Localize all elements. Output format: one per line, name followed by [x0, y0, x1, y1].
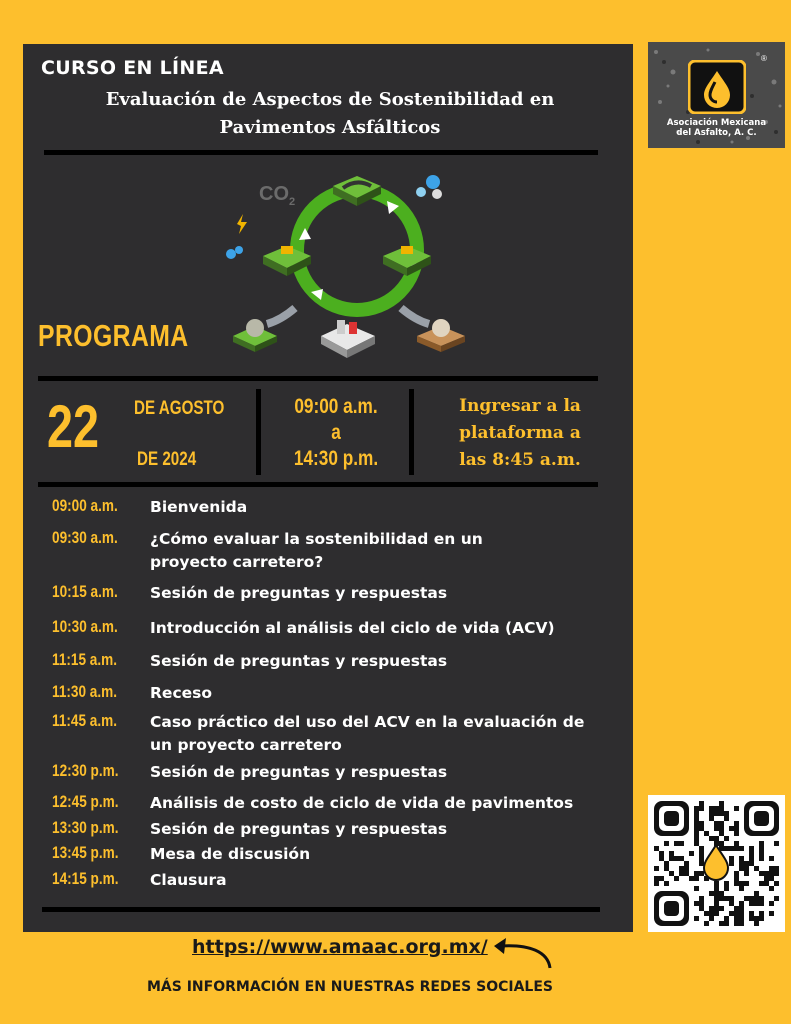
agenda-activity: Bienvenida — [150, 498, 248, 516]
agenda-time: 11:45 a.m. — [52, 711, 118, 730]
energy-water-icon — [226, 214, 247, 259]
website-link[interactable]: https://www.amaac.org.mx/ — [192, 936, 488, 958]
agenda-time: 14:15 p.m. — [52, 869, 119, 888]
login-line1: Ingresar a la — [459, 396, 581, 416]
agenda-activity: Clausura — [150, 871, 227, 889]
road-tile-icon — [333, 176, 381, 206]
divider-bottom — [42, 907, 600, 912]
login-instructions — [438, 393, 602, 474]
amaac-name-line1: Asociación Mexicana — [666, 118, 767, 128]
course-kicker: CURSO EN LÍNEA — [41, 57, 224, 79]
agenda-activity: Sesión de preguntas y respuestas — [150, 584, 448, 602]
registered-mark: ® — [761, 54, 767, 63]
divider-program-bottom — [38, 482, 598, 487]
qr-code[interactable] — [648, 795, 785, 932]
divider-program-top — [38, 376, 598, 381]
agenda-time: 10:15 a.m. — [52, 582, 118, 601]
amaac-name-line2: del Asfalto, A. C. — [676, 128, 757, 138]
agenda-time: 11:30 a.m. — [52, 682, 118, 701]
flow-arrow-icon — [401, 308, 429, 324]
divider-vertical-2 — [409, 389, 414, 475]
event-end-time: 14:30 p.m. — [293, 447, 379, 470]
flow-arrow-icon — [267, 308, 295, 324]
course-title-line1: Evaluación de Aspectos de Sostenibilidad en — [105, 89, 555, 110]
co2-icon: $CO_2$ — [259, 183, 296, 208]
agenda-activity: Sesión de preguntas y respuestas — [150, 652, 448, 670]
program-heading: PROGRAMA — [38, 318, 189, 353]
molecule-icon — [416, 175, 442, 199]
more-info-text: MÁS INFORMACIÓN EN NUESTRAS REDES SOCIALES — [147, 979, 553, 995]
agenda-activity: Receso — [150, 684, 213, 702]
agenda-activity: Introducción al análisis del ciclo de vida (ACV) — [150, 619, 555, 637]
event-time-joiner: a — [331, 421, 341, 444]
event-time-range — [270, 394, 402, 472]
plant-tile-icon — [321, 320, 375, 358]
amaac-name — [648, 118, 785, 138]
amaac-logo — [648, 42, 785, 148]
agenda-activity: Caso práctico del uso del ACV en la evaluación de un proyecto carretero — [150, 713, 585, 754]
agenda-time: 10:30 a.m. — [52, 617, 118, 636]
pointing-arrow-icon — [490, 932, 556, 972]
event-start-time: 09:00 a.m. — [294, 395, 378, 418]
agenda-activity: Análisis de costo de ciclo de vida de pavimentos — [150, 794, 574, 812]
event-year: DE 2024 — [137, 449, 197, 470]
agenda-time: 12:30 p.m. — [52, 761, 119, 780]
login-line2: plataforma a — [459, 423, 581, 443]
divider-top — [44, 150, 598, 155]
agenda-activity: Sesión de preguntas y respuestas — [150, 820, 448, 838]
amaac-drop-icon — [688, 60, 746, 114]
qr-code-pattern — [648, 795, 785, 932]
agenda-time: 09:00 a.m. — [52, 496, 118, 515]
divider-vertical-1 — [256, 389, 261, 475]
agenda-activity: Mesa de discusión — [150, 845, 311, 863]
agenda-activity: Sesión de preguntas y respuestas — [150, 763, 448, 781]
agenda-time: 11:15 a.m. — [52, 650, 118, 669]
agenda-time: 09:30 a.m. — [52, 528, 118, 547]
agenda-time: 12:45 p.m. — [52, 792, 119, 811]
event-day: 22 — [47, 393, 100, 460]
course-title — [60, 86, 600, 142]
agenda-time: 13:30 p.m. — [52, 818, 119, 837]
life-cycle-illustration — [215, 168, 475, 366]
login-line3: las 8:45 a.m. — [459, 450, 581, 470]
event-month: DE AGOSTO — [134, 398, 225, 419]
agenda-activity: ¿Cómo evaluar la sostenibilidad en un proyecto carretero? — [150, 530, 483, 571]
course-title-line2: Pavimentos Asfálticos — [219, 117, 441, 138]
agenda-time: 13:45 p.m. — [52, 843, 119, 862]
